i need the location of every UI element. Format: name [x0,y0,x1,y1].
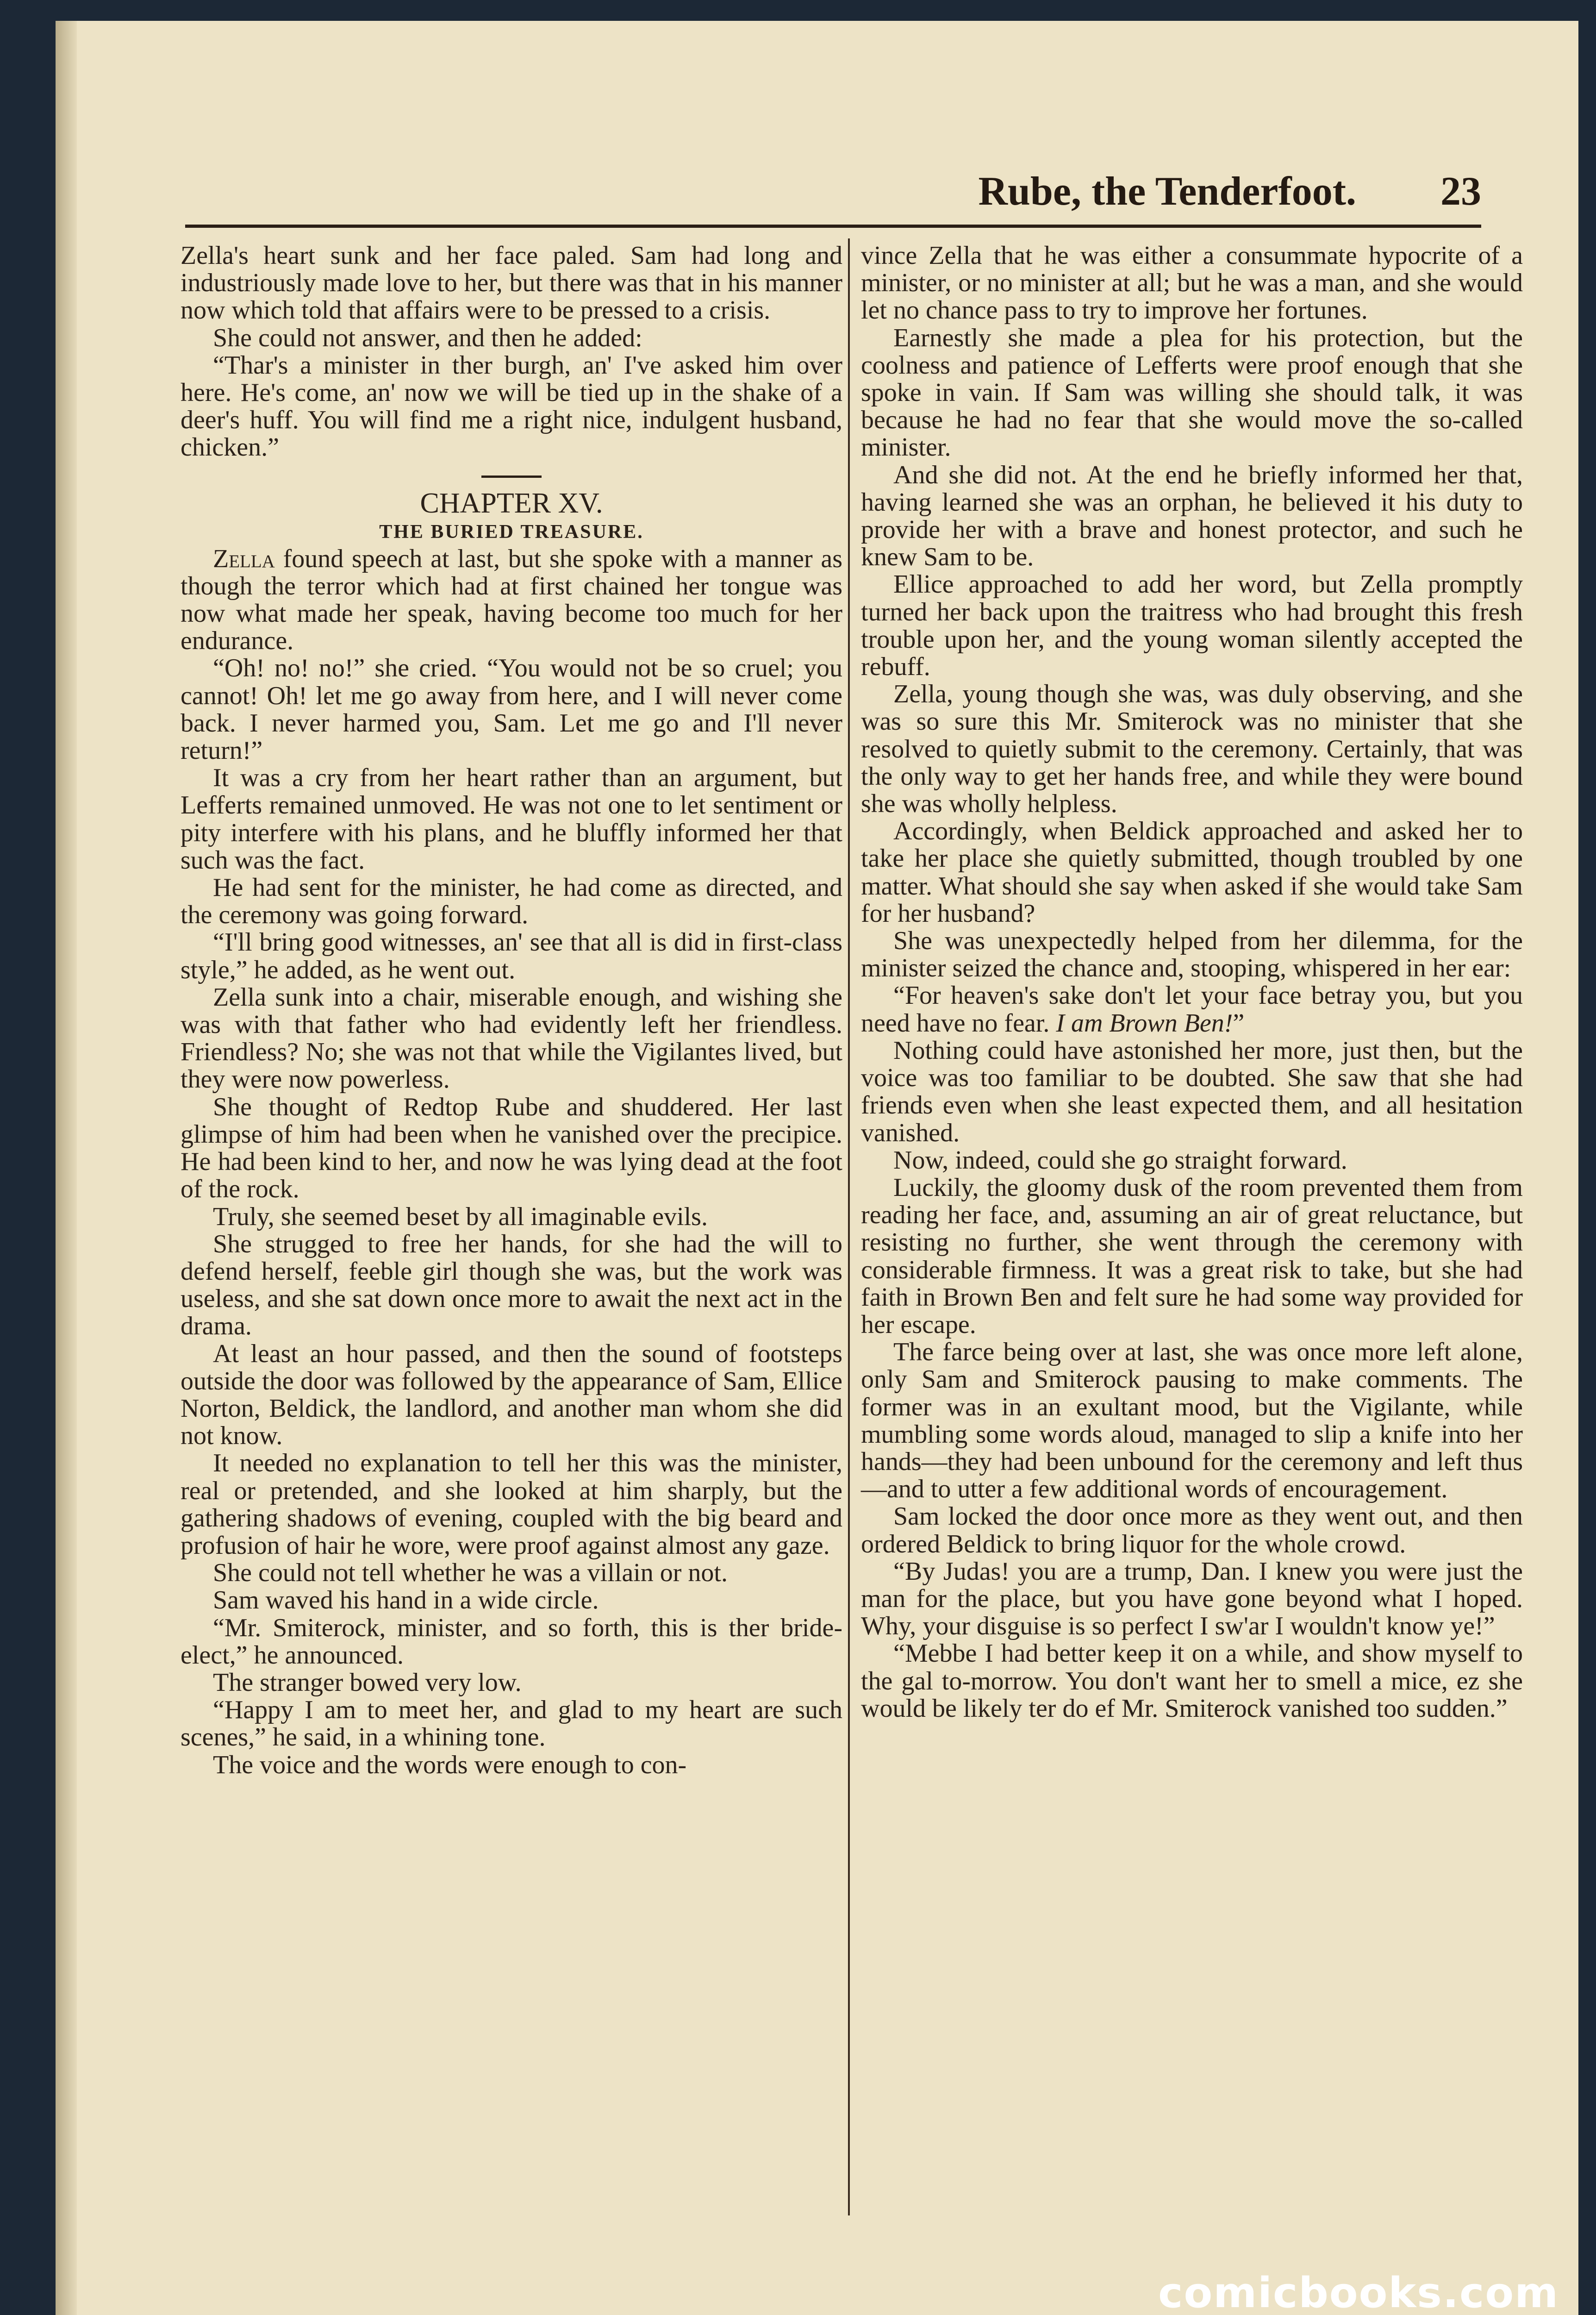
site-watermark: comicbooks.com [1158,2269,1559,2315]
chapter-subtitle: THE BURIED TREASURE. [379,521,644,543]
paragraph: The stranger bowed very low. [213,1668,522,1697]
paragraph: She was unexpectedly helped from her dilemma, for the minister seized the chance and, stooping, whispered in her ear: [861,926,1523,983]
paragraph: She could not tell whether he was a villain or not. [213,1558,728,1588]
column-divider [848,238,850,2215]
paragraph: Accordingly, when Beldick approached and asked her to take her place she quietly submitted, though troubled by one matter. What should she say when asked if she would take Sam for her husband? [861,817,1523,928]
paragraph: “Thar's a minister in ther burgh, an' I've asked him over here. He's come, an' now we will be tied up in the shake of a deer's huff. You will find me a right nice, indulgent husband, chicken.” [181,350,842,462]
paragraph: Zella sunk into a chair, miserable enough, and wishing she was with that father who had evidently left her friendless. Friendless? No; she was not that while the Vigilantes lived, but they were now powerless. [181,982,842,1094]
paragraph: Nothing could have astonished her more, just then, but the voice was too familiar to be doubted. She saw that she had friends even when she least expected them, and all hesitation vanished. [861,1036,1523,1147]
italic-text: I am Brown Ben! [1056,1008,1233,1038]
right-column [861,242,1523,1722]
paragraph: “By Judas! you are a trump, Dan. I knew you were just the man for the place, but you have gone beyond what I hoped. Why, your disguise is so perfect I sw'ar I wouldn't know ye!” [861,1557,1523,1641]
paragraph: Luckily, the gloomy dusk of the room prevented them from reading her face, and, assuming an air of great reluctance, but resisting no further, she went through the ceremony with considerable firmness. It was a great risk to take, but she had faith in Brown Ben and felt sure he had some way provided for her escape. [861,1173,1523,1339]
paragraph: The farce being over at last, she was once more left alone, only Sam and Smiterock pausing to make comments. The former was in an exultant mood, but the Vigilante, while mumbling some words aloud, managed to slip a knife into her hands—they had been unbound for the ceremony and left thus—and to utter a few additional words of encouragement. [861,1338,1523,1504]
paragraph: Zella's heart sunk and her face paled. Sam had long and industriously made love to her, but there was that in his manner now which told that affairs were to be pressed to a crisis. [181,241,842,325]
paragraph: “Oh! no! no!” she cried. “You would not be so cruel; you cannot! Oh! let me go away from here, and I will never come back. I never harmed you, Sam. Let me go and I'll never return!” [181,654,842,765]
running-title: Rube, the Tenderfoot. [978,169,1356,214]
paragraph: Sam locked the door once more as they went out, and then ordered Beldick to bring liquor for the whole crowd. [861,1502,1523,1558]
paragraph-text: “For heaven's sake don't let your face betray you, but you need have no fear. [861,981,1523,1038]
paragraph-text: found speech at last, but she spoke with a manner as though the terror which had at first chained her tongue was now what made her speak, having become too much for her endurance. [181,544,842,656]
header-rule [185,225,1481,228]
paragraph [181,545,842,655]
chapter-divider [481,476,542,478]
chapter-title: CHAPTER XV. [420,487,603,519]
paragraph: He had sent for the minister, he had come as directed, and the ceremony was going forward. [181,873,842,930]
page-gutter [56,21,77,2315]
paragraph: She could not answer, and then he added: [213,323,642,352]
paragraph: It was a cry from her heart rather than an argument, but Lefferts remained unmoved. He was not one to let sentiment or pity interfere with his plans, and he bluffly informed her that such was the fact. [181,763,842,875]
paragraph: Truly, she seemed beset by all imaginable evils. [213,1202,708,1231]
paragraph: “Mr. Smiterock, minister, and so forth, this is ther bride-elect,” he announced. [181,1613,842,1670]
paragraph: And she did not. At the end he briefly informed her that, having learned she was an orphan, he believed it his duty to provide her with a brave and honest protector, and such he knew Sam to be. [861,460,1523,572]
chapter-lead-word: Zella [213,544,275,573]
paragraph: Now, indeed, could she go straight forward. [893,1145,1347,1175]
paragraph: At least an hour passed, and then the sound of footsteps outside the door was followed by the appearance of Sam, Ellice Norton, Beldick, the landlord, and another man whom she did not know. [181,1339,842,1451]
paragraph: “Mebbe I had better keep it on a while, and show myself to the gal to-morrow. You don't want her to smell a mice, ez she would be likely ter do ef Mr. Smiterock vanished too sudden.” [861,1639,1523,1723]
paragraph: Zella, young though she was, was duly observing, and she was so sure this Mr. Smiterock was no minister that she resolved to quietly submit to the ceremony. Certainly, that was the only way to get her hands free, and while they were bound she was wholly helpless. [861,680,1523,819]
paragraph: The voice and the words were enough to con- [213,1750,687,1779]
page-number: 23 [1440,169,1481,214]
paragraph: She strugged to free her hands, for she had the will to defend herself, feeble girl though she was, but the work was useless, and she sat down once more to await the next act in the drama. [181,1229,842,1341]
closing-quote: ” [1233,1008,1245,1038]
paragraph: Ellice approached to add her word, but Zella promptly turned her back upon the traitress who had brought this fresh trouble upon her, and the young woman silently accepted the rebuff. [861,570,1523,682]
paragraph [861,982,1523,1037]
paragraph: “Happy I am to meet her, and glad to my heart are such scenes,” he said, in a whining tone. [181,1696,842,1752]
book-page [56,21,1578,2315]
paragraph: Earnestly she made a plea for his protection, but the coolness and patience of Lefferts were proof enough that she spoke in vain. If Sam was willing she should talk, it was because he had no fear that she would move the so-called minister. [861,323,1523,462]
left-column [181,242,842,1779]
paragraph: Sam waved his hand in a wide circle. [213,1586,599,1615]
page-header [185,168,1481,219]
paragraph: “I'll bring good witnesses, an' see that all is did in first-class style,” he added, as he went out. [181,928,842,984]
paragraph: She thought of Redtop Rube and shuddered. Her last glimpse of him had been when he vanished over the precipice. He had been kind to her, and now he was lying dead at the foot of the rock. [181,1092,842,1204]
paragraph: vince Zella that he was either a consummate hypocrite of a minister, or no minister at all; but he was a man, and she would let no chance pass to try to improve her fortunes. [861,241,1523,325]
paragraph: It needed no explanation to tell her this was the minister, real or pretended, and she looked at him sharply, but the gathering shadows of evening, coupled with the big beard and profusion of hair he wore, were proof against almost any gaze. [181,1449,842,1560]
